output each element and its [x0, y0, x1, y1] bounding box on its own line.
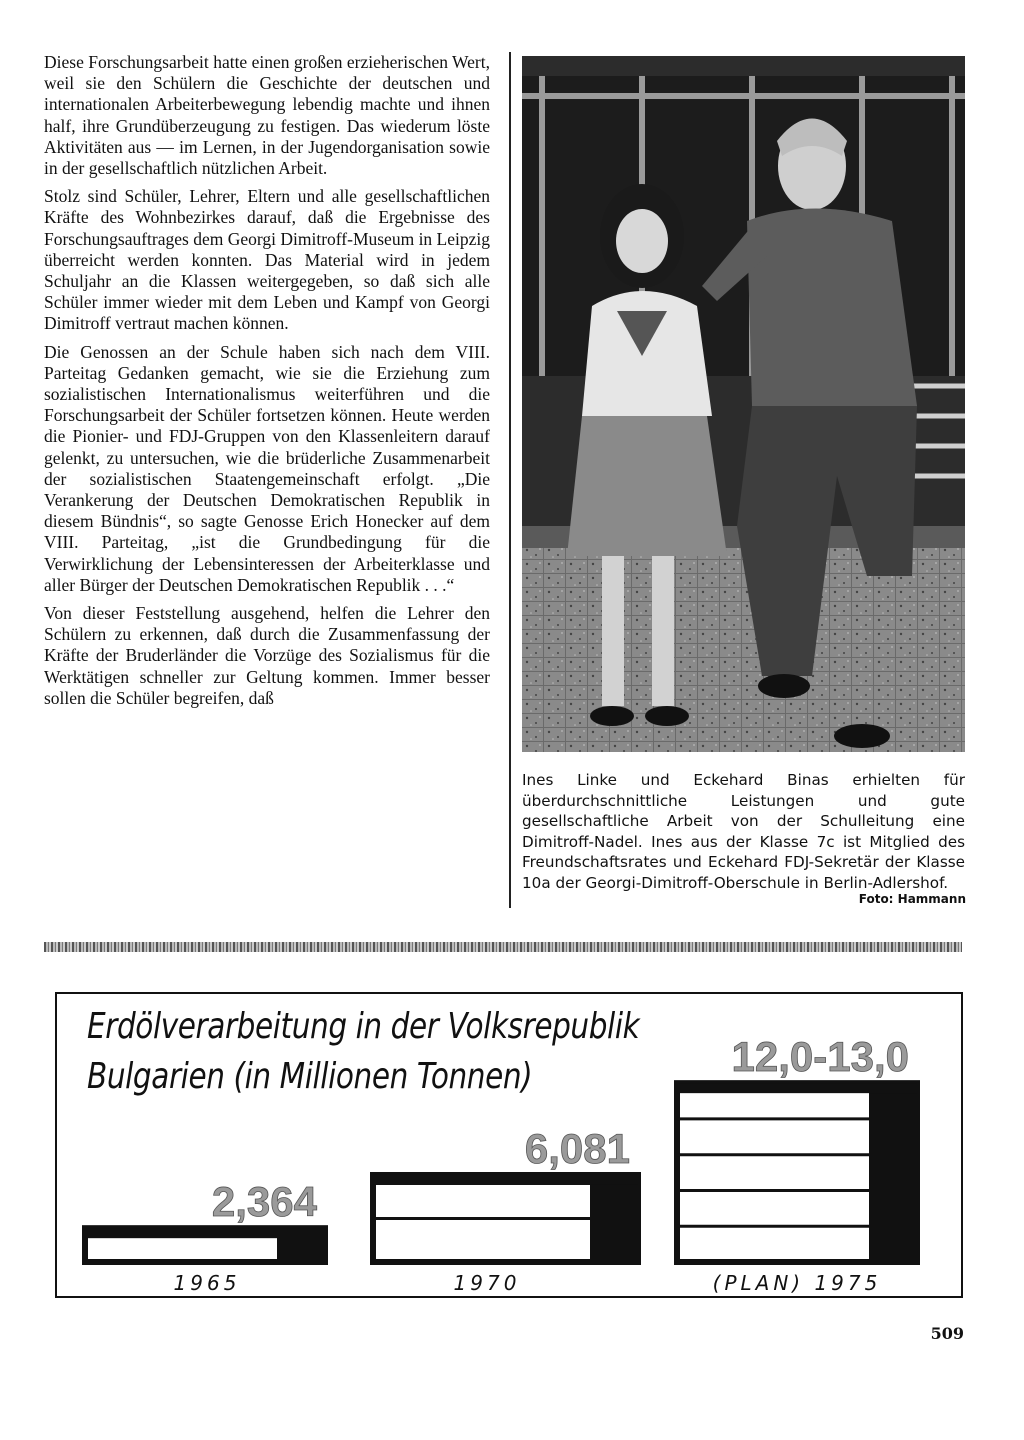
- chart-bar-top-2: [677, 1083, 917, 1093]
- photo-caption: Ines Linke und Eckehard Binas erhielten für überdurchschnittliche Leistungen und gute gesellschaftliche Arbeit von der Schulleitung eine Dimitroff-Nadel. Ines aus der Klasse 7c ist Mitglied des Freundschaftsrates und Eckehard FDJ-Sekretär der Klasse 10a der Georgi-Dimitroff-Oberschule in Berlin-Adlershof.: [522, 771, 965, 892]
- article-paragraph: Die Genossen an der Schule haben sich nach dem VIII. Parteitag Gedanken gemacht, wie sie die Erziehung zum sozialistischen Internationalismus weiterführen und die Forschungsarbeit der Schüler fortsetzen können. Heute werden die Pionier- und FDJ-Gruppen von den Klassenleitern darauf gelenkt, zu untersuchen, wie die brüderliche Zusammenarbeit der sozialistischen Staatengemeinschaft erfolgt. „Die Verankerung der Deutschen Demokratischen Republik in diesem Bündnis“, so sagte Genosse Erich Honecker auf dem VIII. Parteitag, „ist die Grundbedingung für die Verwirklichung der Lebensinteressen der Arbeiterklasse und aller Bürger der Deutschen Demokratischen Republik . . .“: [44, 341, 490, 595]
- decorative-rule: [44, 942, 962, 952]
- chart-title-line-1: Erdölverarbeitung in der Volksrepublik: [87, 1006, 640, 1047]
- article-paragraph: Stolz sind Schüler, Lehrer, Eltern und alle gesellschaftlichen Kräfte des Wohnbezirkes darauf, daß die Ergebnisse des Forschungsauftrages dem Georgi Dimitroff-Museum in Leipzig überreicht werden konnten. Das Material wird in jedem Schuljahr an die Klassen weitergegeben, so daß sich alle Schüler immer wieder mit dem Leben und Kampf von Georgi Dimitroff vertraut machen können.: [44, 186, 491, 334]
- photo-illustration: [522, 56, 965, 752]
- photo-credit: Foto: Hammann: [858, 892, 966, 906]
- article-text-column: [44, 52, 490, 716]
- chart-bar-top-0: [85, 1228, 325, 1238]
- chart-category-label-2: (PLAN) 1975: [712, 1271, 882, 1295]
- column-divider: [509, 52, 511, 908]
- chart-value-label-2: 12,0-13,0: [731, 1033, 909, 1081]
- chart-value-label-0: 2,364: [211, 1178, 317, 1226]
- chart-title-line-2: Bulgarien (in Millionen Tonnen): [87, 1056, 533, 1097]
- chart-oil-processing: [55, 992, 963, 1298]
- chart-bar-top-1: [373, 1175, 638, 1185]
- chart-bar-shadow-2: [869, 1083, 917, 1262]
- article-paragraph: Diese Forschungsarbeit hatte einen großen erzieherischen Wert, weil sie den Schülern die Geschichte der deutschen und internationalen Arbeiterbewegung lebendig machte und ihnen half, ihre Grundüberzeugung zu festigen. Das wiederum löste Aktivitäten aus — im Lernen, in der Jugendorganisation sowie in der gesellschaftlich nützlichen Arbeit.: [44, 52, 490, 179]
- chart-plot: [57, 994, 961, 1296]
- photo-students: [522, 56, 965, 752]
- chart-bar-shadow-1: [590, 1175, 638, 1262]
- page-number: 509: [930, 1324, 964, 1343]
- chart-category-label-1: 1970: [453, 1271, 521, 1295]
- chart-value-label-1: 6,081: [524, 1124, 630, 1172]
- chart-category-label-0: 1965: [173, 1271, 241, 1295]
- article-paragraph: Von dieser Feststellung ausgehend, helfen die Lehrer den Schülern zu erkennen, daß durch die Zusammenfassung der Kräfte der Bruderländer die Vorzüge des Sozialismus für die Werktätigen schneller zur Geltung kommen. Immer besser sollen die Schüler begreifen, daß: [44, 603, 490, 708]
